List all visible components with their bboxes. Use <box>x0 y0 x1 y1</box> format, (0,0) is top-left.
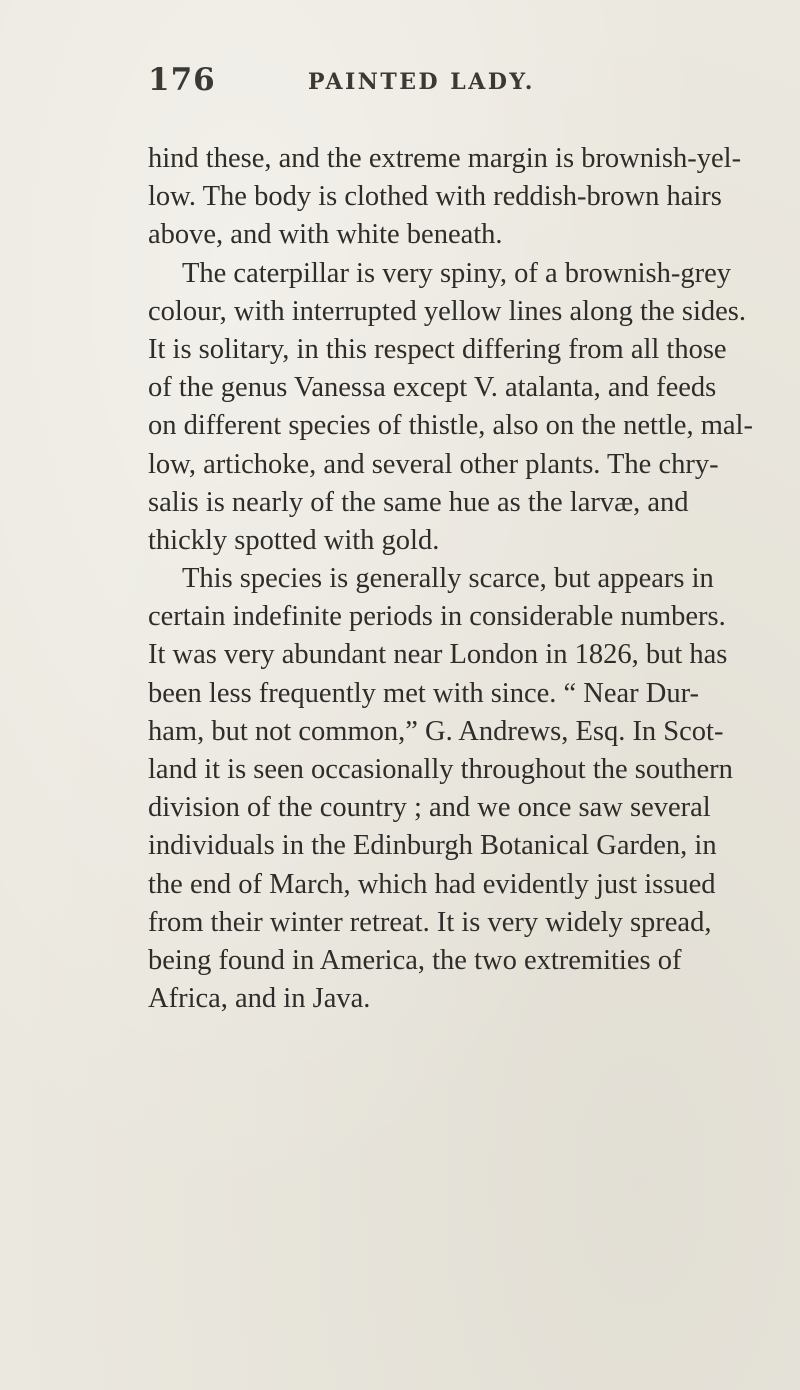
running-head: PAINTED LADY. <box>308 69 535 95</box>
text-line: land it is seen occasionally throughout the southern <box>148 754 733 785</box>
text-line: hind these, and the extreme margin is brownish-yel- <box>148 143 742 174</box>
text-line: individuals in the Edinburgh Botanical Garden, in <box>148 830 717 862</box>
text-line: It is solitary, in this respect differing from all those <box>148 333 727 365</box>
text-line: of the genus Vanessa except V. atalanta, and feeds <box>148 372 717 404</box>
body-text <box>148 140 792 1018</box>
page-number: 176 <box>148 62 216 98</box>
text-line: thickly spotted with gold. <box>148 524 440 556</box>
text-line: It was very abundant near London in 1826, but has <box>148 639 728 671</box>
text-line: colour, with interrupted yellow lines along the sides. <box>148 295 747 327</box>
text-line: salis is nearly of the same hue as the larvæ, and <box>148 486 689 518</box>
page-header <box>148 62 748 102</box>
text-line: the end of March, which had evidently just issued <box>148 868 716 900</box>
text-line: ham, but not common,” G. Andrews, Esq. In Scot- <box>148 715 724 747</box>
paragraph-start-line: This species is generally scarce, but appears in <box>182 563 714 595</box>
text-line: from their winter retreat. It is very widely spread, <box>148 906 712 938</box>
text-line: division of the country ; and we once saw several <box>148 792 711 824</box>
text-line: above, and with white beneath. <box>148 219 503 251</box>
text-line: low. The body is clothed with reddish-brown hairs <box>148 181 722 213</box>
paragraph-start-line: The caterpillar is very spiny, of a brownish-grey <box>182 257 731 289</box>
text-line: on different species of thistle, also on the nettle, mal- <box>148 410 753 442</box>
text-line: been less frequently met with since. “ Near Dur- <box>148 677 700 709</box>
text-line: low, artichoke, and several other plants. The chry- <box>148 448 719 480</box>
text-line: certain indefinite periods in considerable numbers. <box>148 601 726 633</box>
text-line: being found in America, the two extremities of <box>148 944 682 976</box>
text-line: Africa, and in Java. <box>148 983 371 1015</box>
